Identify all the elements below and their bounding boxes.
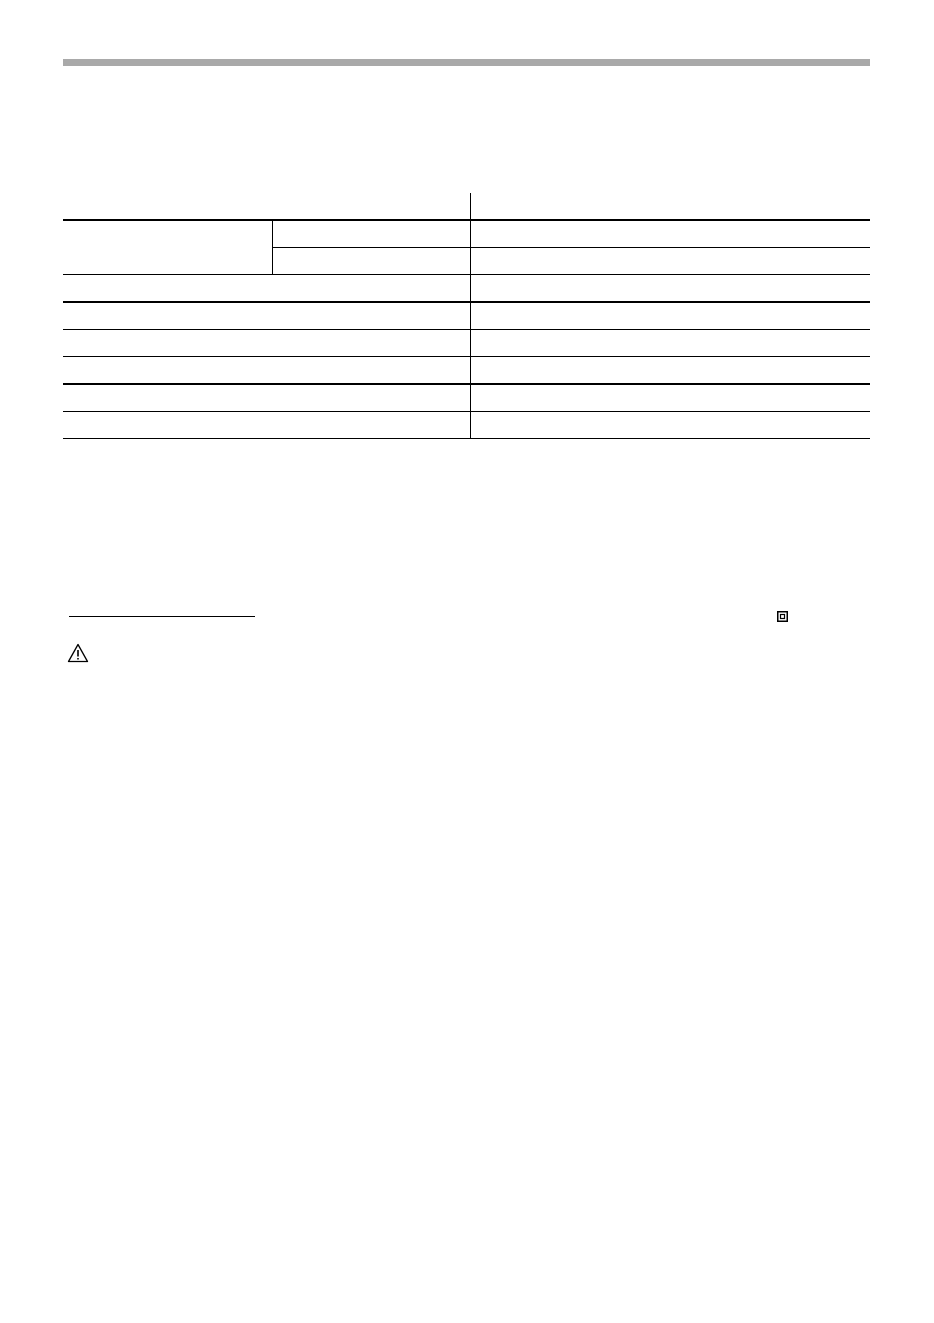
- table-row: [63, 193, 870, 220]
- table-cell: [63, 302, 470, 330]
- table-cell: [272, 220, 470, 248]
- table-row: [63, 220, 870, 248]
- table-cell: [63, 275, 470, 303]
- table-cell: [470, 330, 870, 357]
- table-cell: [470, 275, 870, 303]
- table-cell: [470, 302, 870, 330]
- warning-triangle-icon: [67, 643, 89, 663]
- double-insulation-icon: [777, 609, 788, 620]
- table-row: [63, 330, 870, 357]
- table-cell: [470, 384, 870, 412]
- table-row: [63, 275, 870, 303]
- table-cell: [470, 220, 870, 248]
- table-cell: [63, 193, 470, 220]
- table-cell: [63, 220, 272, 275]
- table-cell: [272, 248, 470, 275]
- table-cell: [470, 357, 870, 385]
- table-cell: [470, 248, 870, 275]
- section-underline: [69, 616, 255, 617]
- table-cell: [63, 412, 470, 439]
- specifications-table: [63, 193, 870, 439]
- table-row: [63, 357, 870, 385]
- header-rule: [63, 59, 870, 66]
- table-row: [63, 412, 870, 439]
- table-cell: [470, 412, 870, 439]
- table-row: [63, 384, 870, 412]
- table-cell: [63, 330, 470, 357]
- table-cell: [63, 384, 470, 412]
- table-cell: [470, 193, 870, 220]
- table-row: [63, 302, 870, 330]
- table-cell: [63, 357, 470, 385]
